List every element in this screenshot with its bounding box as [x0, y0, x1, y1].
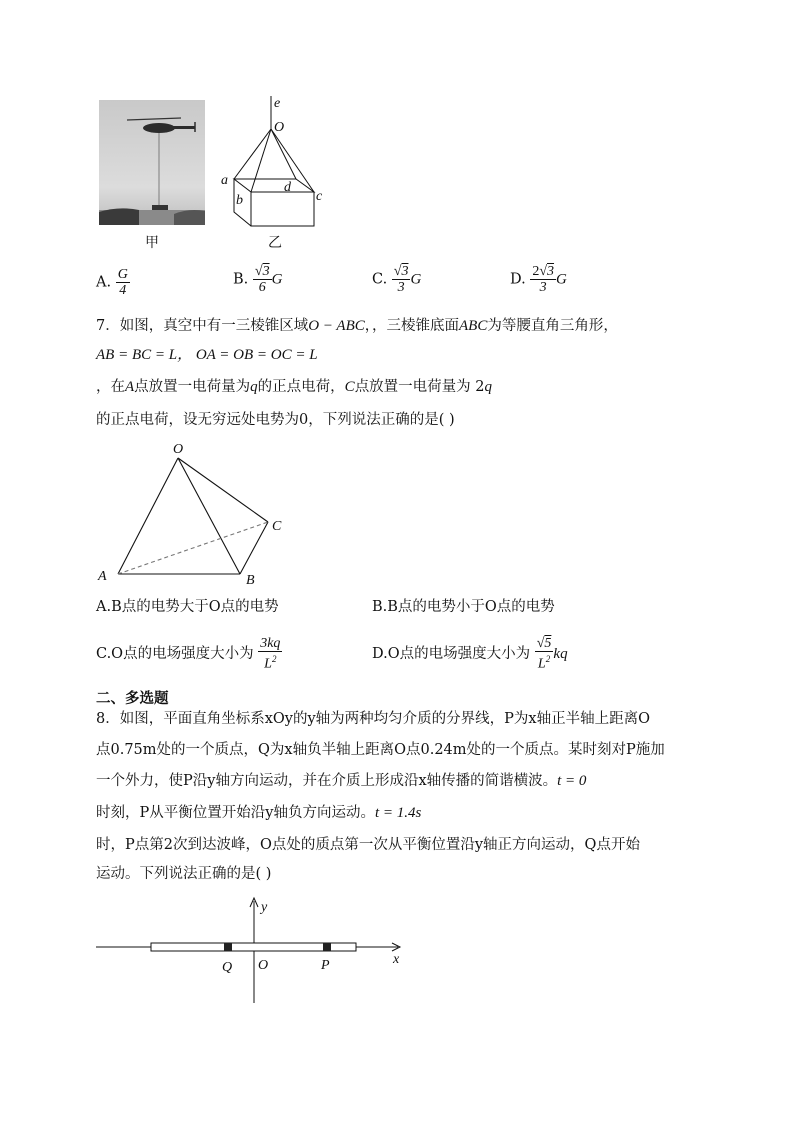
q8-line4: 时刻，P从平衡位置开始沿y轴负方向运动。t = 1.4s: [96, 805, 422, 821]
label-b: B: [246, 573, 255, 588]
q7-option-a[interactable]: A.B点的电势大于O点的电势: [96, 599, 279, 615]
q7-line4: 的正点电荷，设无穷远处电势为0，下列说法正确的是( ): [96, 412, 455, 428]
wave-axis-figure: [96, 895, 416, 1007]
q6-option-c[interactable]: C. $\frac{√3}{3}$ G: [372, 264, 422, 295]
label-a: A: [98, 569, 107, 584]
q6-option-d[interactable]: D. $\frac{2√3}{3}$ G: [510, 264, 567, 295]
label-x: x: [393, 952, 400, 967]
q6-option-a[interactable]: A. $\frac{G}{4}$: [96, 267, 128, 298]
label-o: O: [274, 120, 285, 135]
label-o: O: [258, 958, 269, 973]
section-title-multiple-choice: 二、多选题: [96, 691, 169, 707]
q8-line5: 时，P点第2次到达波峰，O点处的质点第一次从平衡位置沿y轴正方向运动，Q点开始: [96, 837, 640, 853]
q6-option-b[interactable]: B. $\frac{√3}{6}$ G: [233, 264, 283, 295]
label-a: a: [221, 173, 228, 188]
label-p: P: [321, 958, 330, 973]
helicopter-photo: [99, 100, 205, 225]
label-q: Q: [222, 960, 233, 975]
rope-diagram: [216, 94, 336, 234]
label-e: e: [274, 96, 281, 111]
q7-line1: 7．如图，真空中有一三棱锥区域O − ABC，，三棱锥底面ABC为等腰直角三角形，: [96, 318, 618, 334]
q7-option-b[interactable]: B.B点的电势小于O点的电势: [372, 599, 555, 615]
label-o: O: [173, 442, 184, 457]
q7-option-d[interactable]: D.O点的电场强度大小为 $\frac{√5}{L^2}$ kq: [372, 636, 568, 672]
label-c: c: [316, 189, 323, 204]
figure-yi-caption: 乙: [268, 235, 282, 251]
q8-line3: 一个外力，使P沿y轴方向运动，并在介质上形成沿x轴传播的简谐横波。t = 0: [96, 773, 587, 789]
q8-line1: 8．如图，平面直角坐标系xOy的y轴为两种均匀介质的分界线，P为x轴正半轴上距离O: [96, 711, 650, 727]
label-b: b: [236, 193, 243, 208]
q7-line3: ，在A点放置一电荷量为q的正点电荷，C点放置一电荷量为 2q: [96, 379, 493, 395]
label-c: C: [272, 519, 282, 534]
figure-jia-caption: 甲: [145, 235, 159, 251]
label-d: d: [284, 180, 291, 195]
label-y: y: [261, 900, 268, 915]
q7-line2: AB = BC = L， OA = OB = OC = L: [96, 347, 318, 363]
q7-option-c[interactable]: C.O点的电场强度大小为 $\frac{3kq}{L^2}$: [96, 636, 281, 672]
tetrahedron-figure: [92, 438, 302, 588]
q8-line2: 点0.75m处的一个质点，Q为x轴负半轴上距离O点0.24m处的一个质点。某时刻对P施加: [96, 742, 665, 758]
q8-line6: 运动。下列说法正确的是( ): [96, 866, 272, 882]
